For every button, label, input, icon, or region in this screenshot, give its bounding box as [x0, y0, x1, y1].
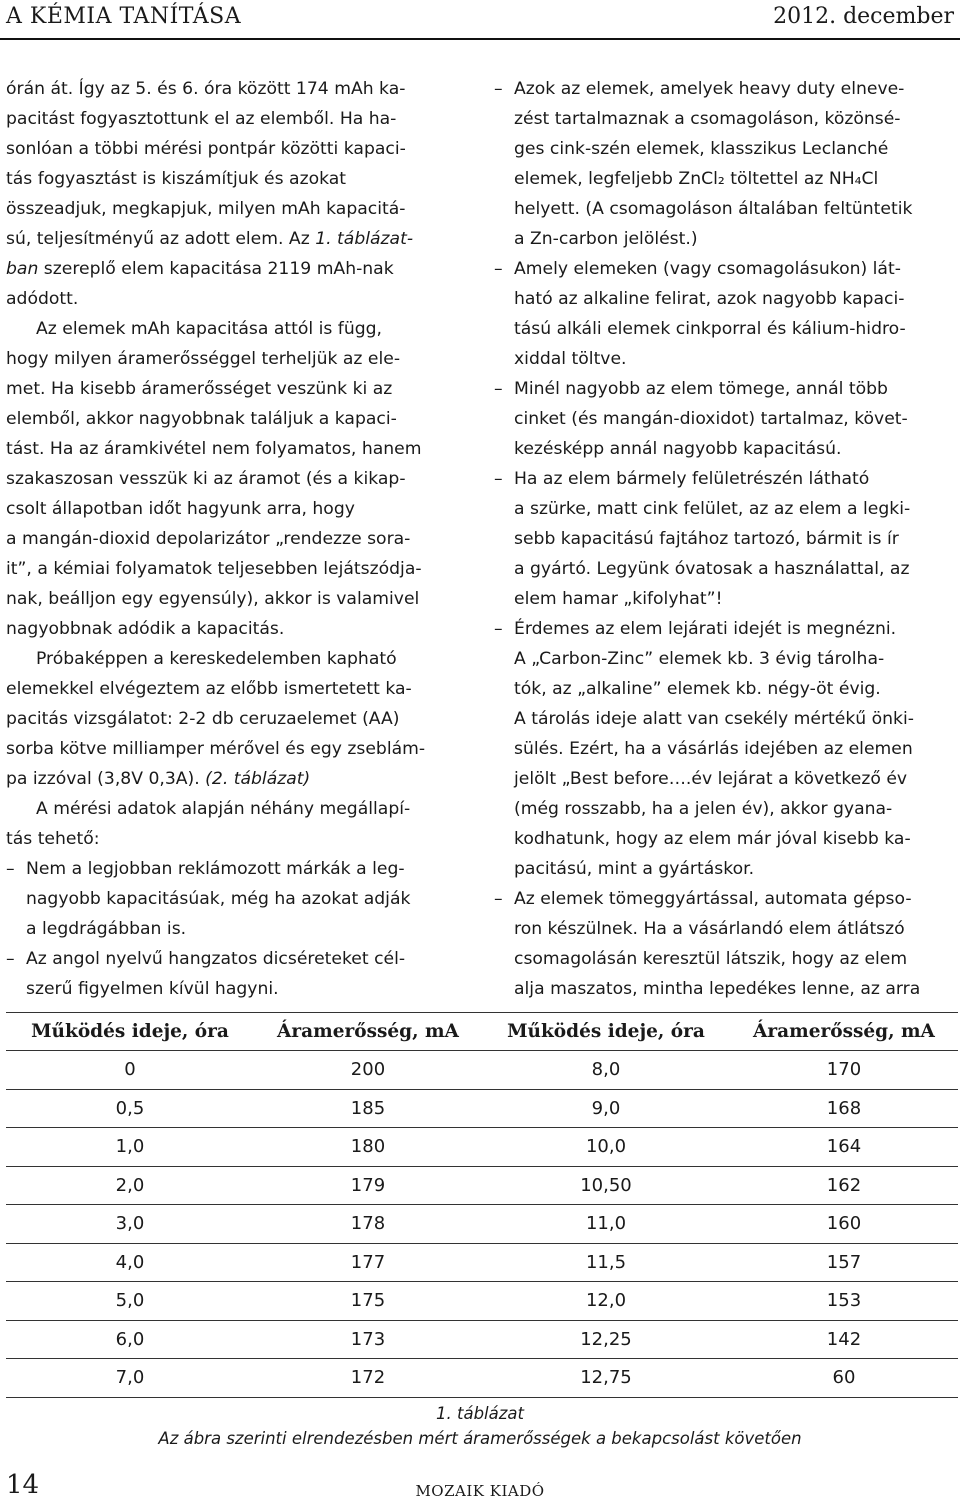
text-line: a mangán-dioxid depolarizátor „rendezze sora-: [6, 529, 411, 549]
text-line: nagyobb kapacitásúak, még ha azokat adják: [26, 889, 411, 909]
table-cell: 11,0: [482, 1205, 730, 1244]
table-cell: 170: [730, 1051, 958, 1090]
list-item: [494, 254, 958, 374]
table-reference: (2. táblázat): [205, 769, 311, 789]
table-cell: 2,0: [6, 1166, 254, 1205]
table-row: [6, 1089, 958, 1128]
text-line: elemek, legfeljebb ZnCl₂ töltettel az NH₄Cl: [514, 169, 879, 189]
paragraph-1: [6, 74, 462, 314]
text-line: a legdrágábban is.: [26, 919, 187, 939]
text-line: sú, teljesítményű az adott elem. Az: [6, 229, 316, 249]
table-cell: 9,0: [482, 1089, 730, 1128]
text-line: tást. Ha az áramkivétel nem folyamatos, hanem: [6, 439, 422, 459]
table-cell: 179: [254, 1166, 482, 1205]
paragraph-3: [6, 644, 462, 794]
text-line: tás fogyasztást is kiszámítjuk és azokat: [6, 169, 347, 189]
text-line: alja maszatos, mintha lepedékes lenne, az arra: [514, 979, 921, 999]
table-cell: 0,5: [6, 1089, 254, 1128]
table-cell: 11,5: [482, 1243, 730, 1282]
text-line: a Zn-carbon jelölést.): [514, 229, 698, 249]
table-cell: 7,0: [6, 1359, 254, 1398]
issue-date: 2012. december: [773, 4, 954, 29]
text-line: szereplő elem kapacitása 2119 mAh-nak: [38, 259, 394, 279]
text-line: it”, a kémiai folyamatok teljesebben lejátszódja-: [6, 559, 422, 579]
list-item: [494, 614, 958, 884]
dash-bullet-icon: –: [494, 379, 503, 399]
column-header: Működés ideje, óra: [482, 1013, 730, 1051]
list-item: [494, 74, 958, 254]
table-cell: 142: [730, 1320, 958, 1359]
text-line: jelölt „Best before….év lejárat a következő év: [514, 769, 908, 789]
text-line: met. Ha kisebb áramerősséget veszünk ki az: [6, 379, 393, 399]
dash-bullet-icon: –: [494, 259, 503, 279]
text-line: A tárolás ideje alatt van csekély mértékű önki-: [514, 709, 914, 729]
table-cell: 0: [6, 1051, 254, 1090]
table-row: [6, 1128, 958, 1167]
text-line: Az angol nyelvű hangzatos dicséreteket cél-: [26, 949, 406, 969]
dash-bullet-icon: –: [494, 79, 503, 99]
table-caption-text: Az ábra szerinti elrendezésben mért áramerősségek a bekapcsolást követően: [158, 1429, 802, 1448]
text-line: sorba kötve milliamper mérővel és egy zseblám-: [6, 739, 426, 759]
text-line: Az elemek mAh kapacitása attól is függ,: [36, 319, 383, 339]
table-cell: 8,0: [482, 1051, 730, 1090]
list-item: [494, 374, 958, 464]
text-line: pacitás vizsgálatot: 2-2 db ceruzaelemet (AA): [6, 709, 400, 729]
text-line: nagyobbnak adódik a kapacitás.: [6, 619, 285, 639]
table-cell: 12,75: [482, 1359, 730, 1398]
text-line: elemből, akkor nagyobbnak találjuk a kapaci-: [6, 409, 397, 429]
text-line: ható az alkaline felirat, azok nagyobb kapaci-: [514, 289, 905, 309]
dash-bullet-icon: –: [494, 619, 503, 639]
table-cell: 177: [254, 1243, 482, 1282]
text-line: csomagolásán keresztül látszik, hogy az elem: [514, 949, 908, 969]
paragraph-4: [6, 794, 462, 854]
text-line: Azok az elemek, amelyek heavy duty elneve-: [514, 79, 905, 99]
table-cell: 153: [730, 1282, 958, 1321]
paragraph-2: [6, 314, 462, 644]
table-cell: 162: [730, 1166, 958, 1205]
text-line: adódott.: [6, 289, 79, 309]
dash-bullet-icon: –: [6, 859, 15, 879]
text-line: elemekkel elvégeztem az előbb ismertetett ka-: [6, 679, 412, 699]
table-cell: 3,0: [6, 1205, 254, 1244]
table-cell: 168: [730, 1089, 958, 1128]
column-header: Áramerősség, mA: [730, 1013, 958, 1051]
text-line: Ha az elem bármely felületrészén látható: [514, 469, 870, 489]
table-cell: 12,25: [482, 1320, 730, 1359]
table-row: [6, 1051, 958, 1090]
text-line: sebb kapacitású fajtához tartozó, bármit is ír: [514, 529, 899, 549]
text-line: sonlóan a többi mérési pontpár közötti kapaci-: [6, 139, 406, 159]
text-line: xiddal töltve.: [514, 349, 627, 369]
text-line: kodhatunk, hogy az elem már jóval kisebb ka-: [514, 829, 911, 849]
list-item: [6, 944, 462, 1004]
text-line: A mérési adatok alapján néhány megállapí-: [36, 799, 411, 819]
page-header: [0, 0, 960, 40]
text-line: (még rosszabb, ha a jelen év), akkor gyana-: [514, 799, 893, 819]
table-header-row: [6, 1013, 958, 1051]
table-row: [6, 1359, 958, 1398]
table-cell: 200: [254, 1051, 482, 1090]
text-line: A „Carbon-Zinc” elemek kb. 3 évig tárolha-: [514, 649, 885, 669]
table-cell: 178: [254, 1205, 482, 1244]
table-reference-cont: ban: [6, 259, 39, 279]
publisher: MOZAIK KIADÓ: [415, 1482, 545, 1500]
table-cell: 10,50: [482, 1166, 730, 1205]
text-line: pacitást fogyasztottunk el az elemből. Ha ha-: [6, 109, 397, 129]
text-line: cinket (és mangán-dioxidot) tartalmaz, követ-: [514, 409, 908, 429]
dash-bullet-icon: –: [494, 469, 503, 489]
text-line: sülés. Ezért, ha a vásárlás idejében az elemen: [514, 739, 913, 759]
text-line: pacitású, mint a gyártáskor.: [514, 859, 755, 879]
table-cell: 4,0: [6, 1243, 254, 1282]
text-line: elem hamar „kifolyhat”!: [514, 589, 723, 609]
table-cell: 164: [730, 1128, 958, 1167]
table-cell: 6,0: [6, 1320, 254, 1359]
text-line: helyett. (A csomagoláson általában feltüntetik: [514, 199, 913, 219]
text-line: szakaszosan vesszük ki az áramot (és a kikap-: [6, 469, 406, 489]
text-line: ges cink-szén elemek, klasszikus Leclanché: [514, 139, 889, 159]
table-cell: 5,0: [6, 1282, 254, 1321]
table-row: [6, 1320, 958, 1359]
text-line: a gyártó. Legyünk óvatosak a használattal, az: [514, 559, 910, 579]
table-row: [6, 1205, 958, 1244]
table-row: [6, 1166, 958, 1205]
list-item: [6, 854, 462, 944]
table-cell: 175: [254, 1282, 482, 1321]
text-line: Próbaképpen a kereskedelemben kapható: [36, 649, 397, 669]
journal-title: A KÉMIA TANÍTÁSA: [6, 4, 242, 29]
text-line: ron készülnek. Ha a vásárlandó elem átlátszó: [514, 919, 905, 939]
text-line: órán át. Így az 5. és 6. óra között 174 mAh ka-: [6, 79, 406, 99]
text-line: Minél nagyobb az elem tömege, annál több: [514, 379, 888, 399]
text-line: Nem a legjobban reklámozott márkák a leg-: [26, 859, 405, 879]
text-line: Érdemes az elem lejárati idejét is megnézni.: [514, 619, 897, 639]
left-column: [6, 74, 462, 1004]
table-cell: 60: [730, 1359, 958, 1398]
text-line: csolt állapotban időt hagyunk arra, hogy: [6, 499, 355, 519]
dash-bullet-icon: –: [6, 949, 15, 969]
table-row: [6, 1282, 958, 1321]
column-header: Működés ideje, óra: [6, 1013, 254, 1051]
text-line: nak, beálljon egy egyensúly), akkor is valamivel: [6, 589, 420, 609]
text-line: tású alkáli elemek cinkporral és kálium-hidro-: [514, 319, 906, 339]
table-cell: 1,0: [6, 1128, 254, 1167]
text-line: Az elemek tömeggyártással, automata gépso-: [514, 889, 912, 909]
list-item: [494, 884, 958, 1004]
table-cell: 172: [254, 1359, 482, 1398]
text-line: tás tehető:: [6, 829, 100, 849]
table-reference: 1. táblázat-: [315, 229, 414, 249]
list-item: [494, 464, 958, 614]
dash-bullet-icon: –: [494, 889, 503, 909]
text-line: tók, az „alkaline” elemek kb. négy-öt évig.: [514, 679, 881, 699]
text-line: kezésképp annál nagyobb kapacitású.: [514, 439, 842, 459]
table-cell: 185: [254, 1089, 482, 1128]
table-cell: 160: [730, 1205, 958, 1244]
text-line: zést tartalmaznak a csomagoláson, közönsé-: [514, 109, 901, 129]
table-cell: 180: [254, 1128, 482, 1167]
text-line: hogy milyen áramerősséggel terheljük az ele-: [6, 349, 401, 369]
text-line: szerű figyelmen kívül hagyni.: [26, 979, 279, 999]
table-row: [6, 1243, 958, 1282]
text-line: a szürke, matt cink felület, az az elem a legki-: [514, 499, 911, 519]
table-cell: 157: [730, 1243, 958, 1282]
measurement-table: [6, 1012, 958, 1398]
header-rule: [0, 38, 960, 40]
text-line: Amely elemeken (vagy csomagolásukon) lát-: [514, 259, 901, 279]
text-line: összeadjuk, megkapjuk, milyen mAh kapacitá-: [6, 199, 406, 219]
table-cell: 12,0: [482, 1282, 730, 1321]
text-line: pa izzóval (3,8V 0,3A).: [6, 769, 206, 789]
column-header: Áramerősség, mA: [254, 1013, 482, 1051]
page-number: 14: [6, 1470, 40, 1500]
table-cell: 10,0: [482, 1128, 730, 1167]
table-cell: 173: [254, 1320, 482, 1359]
right-column: [494, 74, 958, 1004]
table-caption-label: 1. táblázat: [436, 1404, 524, 1423]
